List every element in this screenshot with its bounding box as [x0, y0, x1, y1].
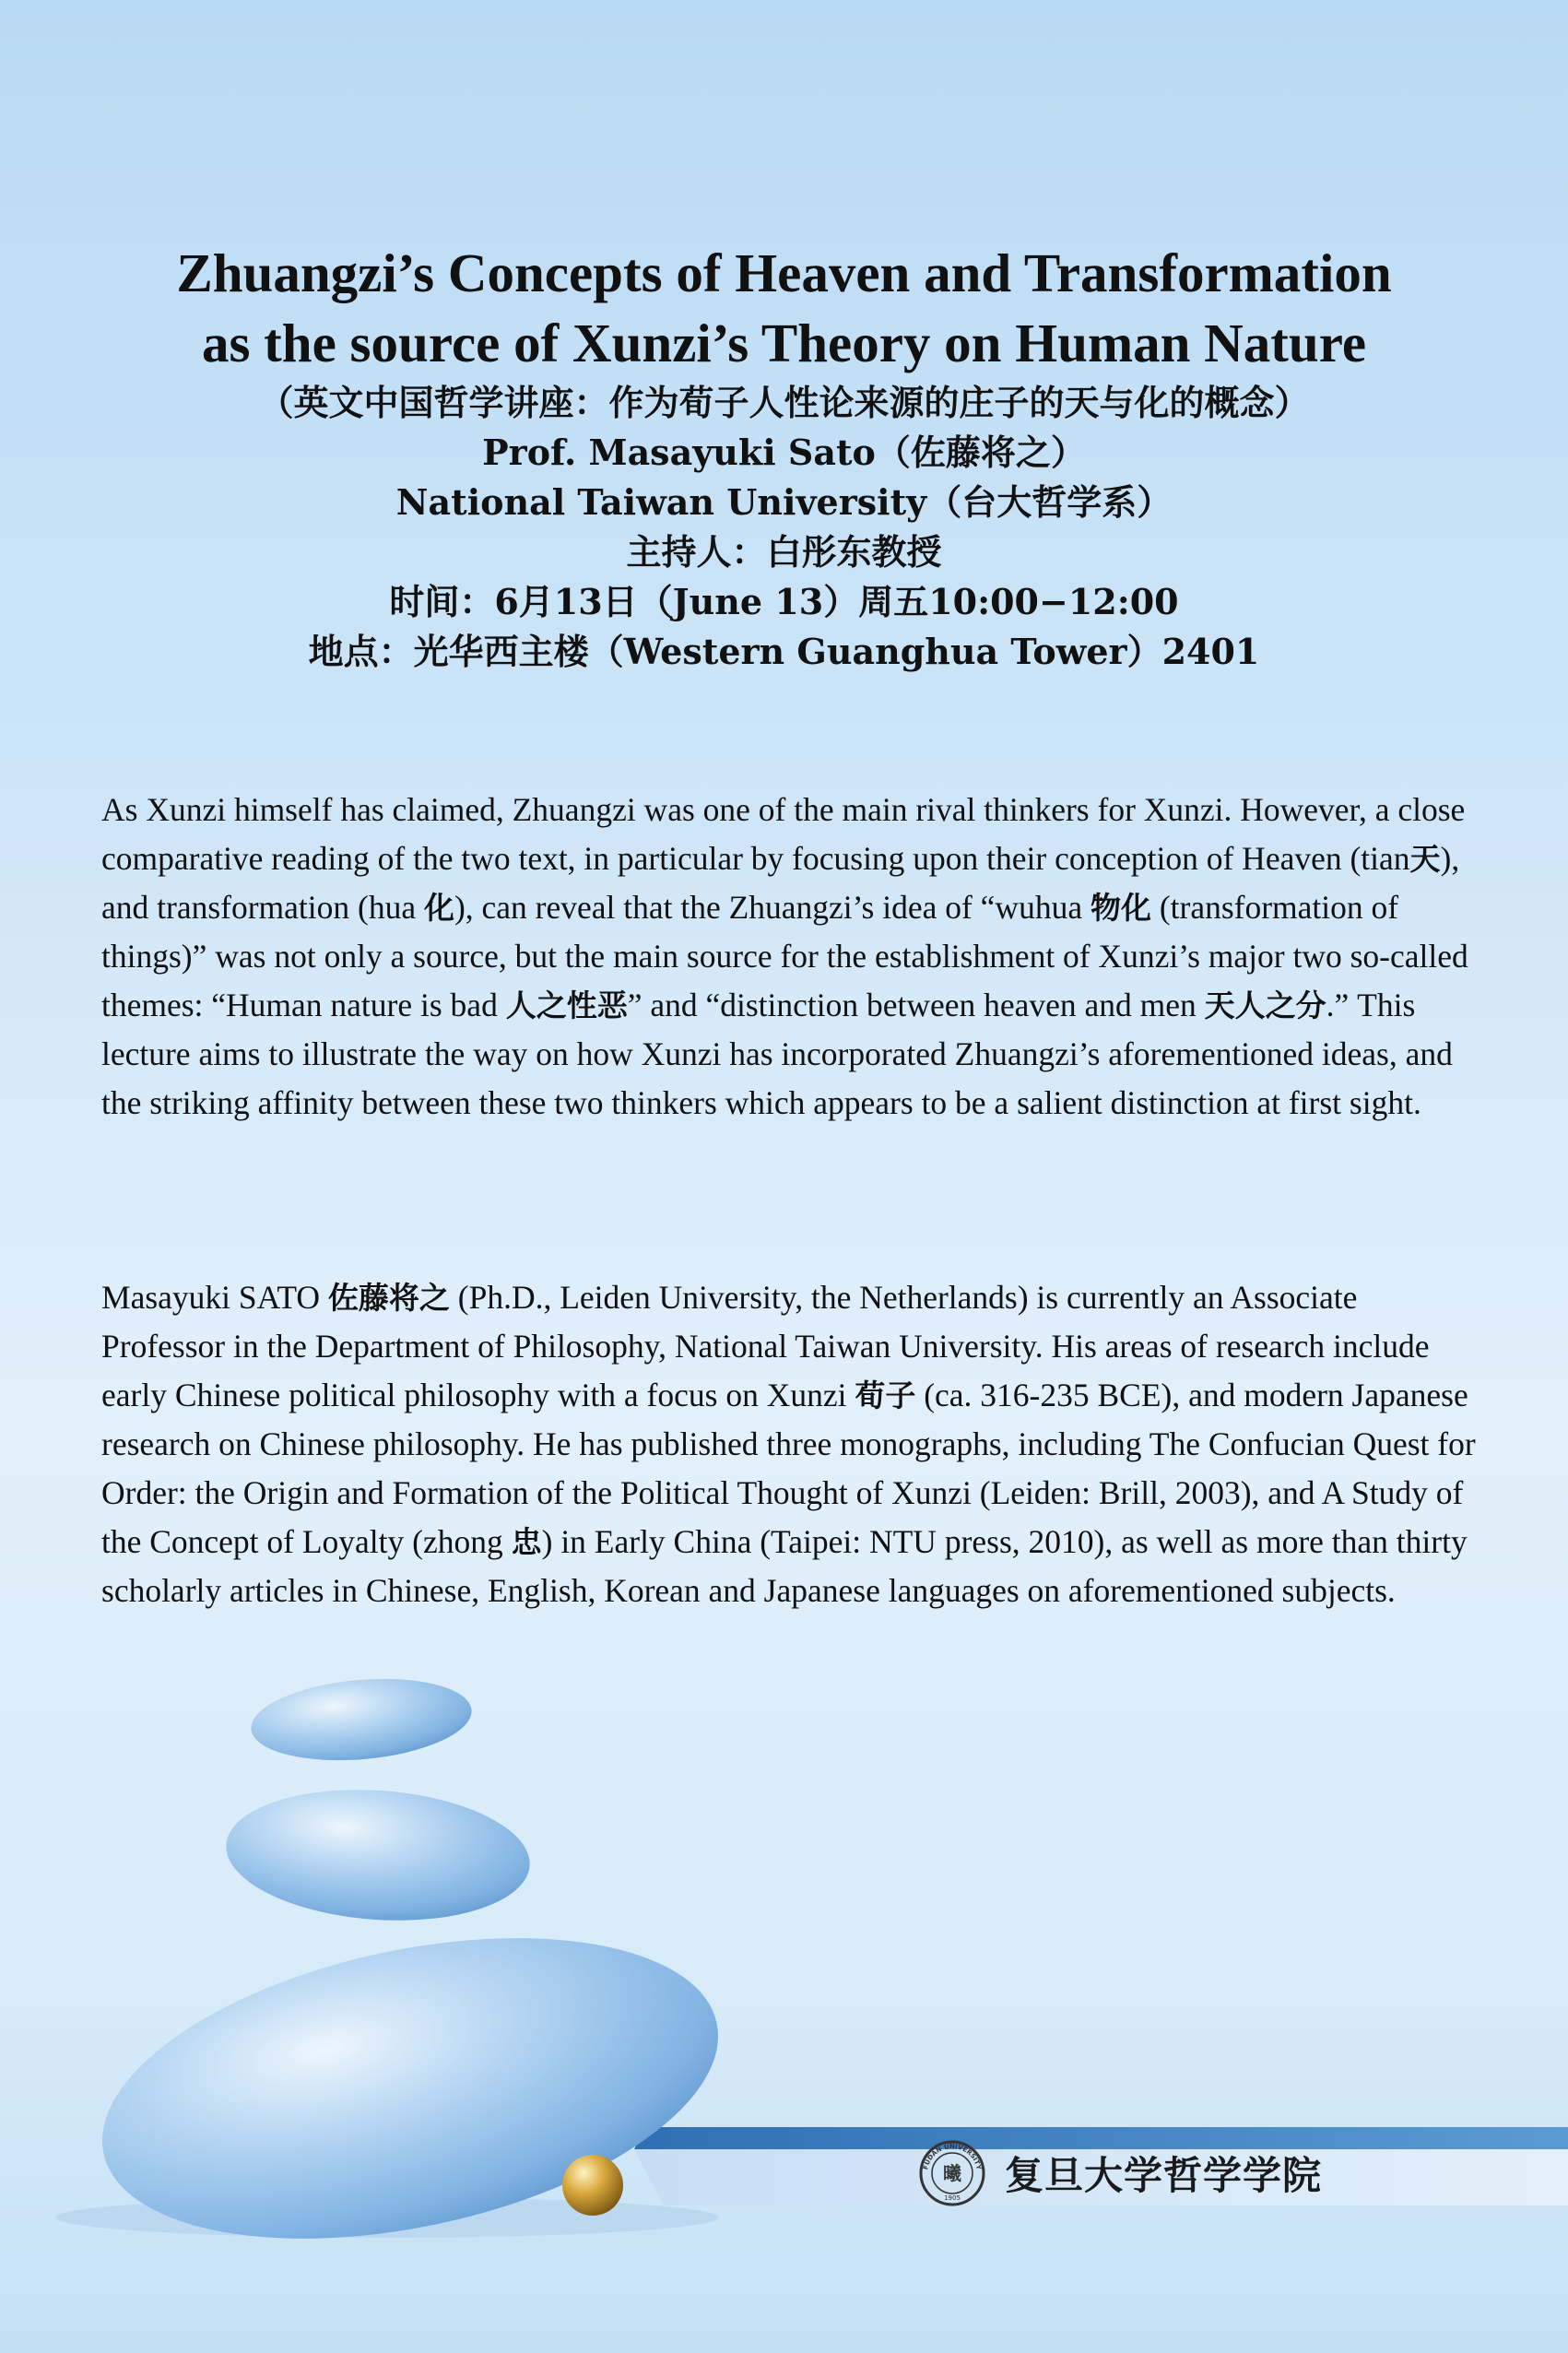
abstract-term-distinction: 天人之分 — [1204, 987, 1326, 1023]
abstract-paragraph — [101, 786, 1484, 1128]
title-line-2: as the source of Xunzi’s Theory on Human Nature — [201, 313, 1367, 373]
abstract-term-hua: 化 — [423, 890, 454, 926]
fudan-university-seal-icon — [918, 2139, 986, 2207]
title-line-1: Zhuangzi’s Concepts of Heaven and Transformation — [176, 242, 1392, 303]
speaker: Prof. Masayuki Sato（佐藤将之） — [482, 432, 1086, 473]
seal-text: FUDAN UNIVERSITY — [922, 2142, 983, 2170]
stone-medium — [222, 1780, 535, 1931]
event-location: 地点：光华西主楼（Western Guanghua Tower）2401 — [308, 631, 1260, 672]
poster-header — [55, 238, 1513, 677]
abstract-term-tian: 天 — [1409, 841, 1441, 877]
gold-ball — [562, 2155, 623, 2216]
bio-text-2: (Ph.D., Leiden University, the Netherlands) is currently an Associate Professor in the Department of Philosophy, National Taiwan University. His areas of research include early Chinese political philosophy with a focus on Xunzi — [101, 1279, 1430, 1413]
bio-name-chinese: 佐藤将之 — [327, 1280, 450, 1316]
event-time: 时间：6月13日（June 13）周五10:00−12:00 — [389, 581, 1179, 622]
abstract-text-1: As Xunzi himself has claimed, Zhuangzi was one of the main rival thinkers for Xunzi. However, a close comparative reading of the two text, in particular by focusing upon their conception of Heaven (tian — [101, 791, 1466, 877]
affiliation: National Taiwan University（台大哲学系） — [395, 481, 1173, 523]
abstract-text-2: ), and transformation (hua — [101, 840, 1460, 926]
abstract-term-human-nature: 人之性恶 — [505, 987, 628, 1023]
bio-text-1: Masayuki SATO — [101, 1279, 328, 1316]
organizer-name: 复旦大学哲学学院 — [1005, 2153, 1323, 2198]
subtitle-chinese: （英文中国哲学讲座：作为荀子人性论来源的庄子的天与化的概念） — [258, 382, 1310, 423]
abstract-text-3: ), can reveal that the Zhuangzi’s idea of “wuhua — [454, 889, 1091, 926]
host: 主持人：白彤东教授 — [626, 531, 942, 573]
bio-term-xunzi: 荀子 — [855, 1378, 916, 1413]
seal-year: 1905 — [944, 2194, 961, 2202]
seal-char: 曦 — [943, 2162, 961, 2184]
stone-small — [248, 1671, 476, 1769]
bio-term-zhong: 忠 — [511, 1524, 542, 1560]
abstract-term-wuhua: 物化 — [1090, 890, 1151, 926]
abstract-text-6: .” This lecture aims to illustrate the way on how Xunzi has incorporated Zhuangzi’s aforementioned ideas, and the striking affinity between these two thinkers which appears to be a salient distinction at first sight. — [101, 987, 1453, 1121]
stacked-stones-illustration — [0, 1641, 1568, 2353]
abstract-text-5: ” and “distinction between heaven and men — [627, 987, 1205, 1023]
bio-text-4: ) in Early China (Taipei: NTU press, 2010), as well as more than thirty scholarly articles in Chinese, English, Korean and Japanese languages on aforementioned subjects. — [101, 1523, 1468, 1609]
bio-paragraph — [101, 1273, 1484, 1615]
abstract-text-4: (transformation of things)” was not only a source, but the main source for the establishment of Xunzi’s major two so-called themes: “Human nature is bad — [101, 889, 1468, 1023]
bio-text-3: (ca. 316-235 BCE), and modern Japanese research on Chinese philosophy. He has published three monographs, including The Confucian Quest for Order: the Origin and Formation of the Political Thought of Xunzi (Leiden: Brill, 2003), and A Study of the Concept of Loyalty (zhong — [101, 1377, 1476, 1560]
